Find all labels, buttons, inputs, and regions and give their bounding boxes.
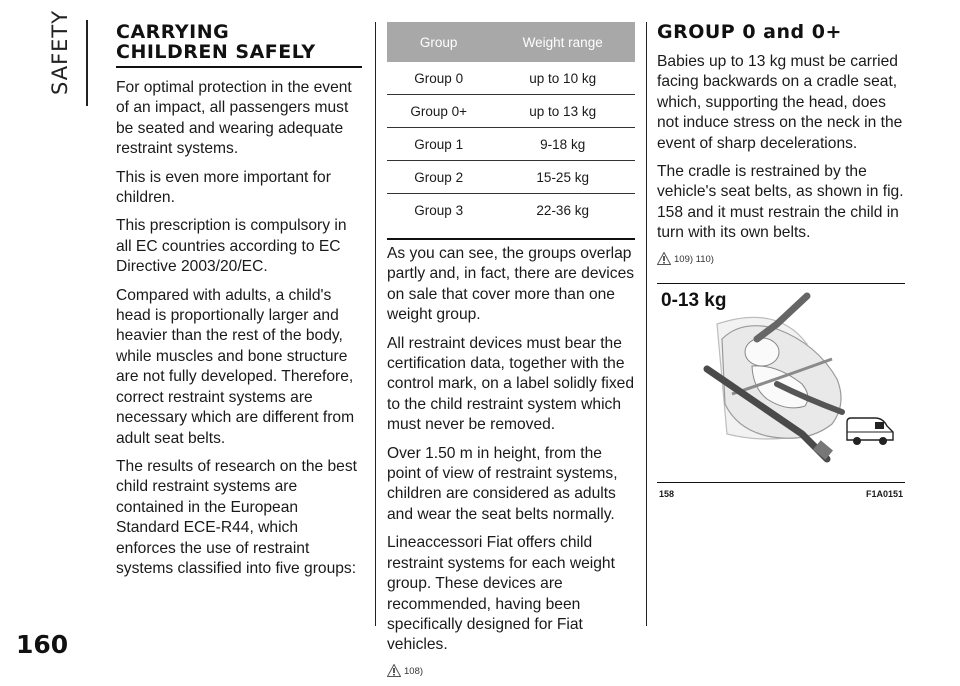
paragraph: The cradle is restrained by the vehicle's seat belts, as shown in fig. 158 and it must restrain the child in turn with its own belts. <box>657 163 904 242</box>
paragraph: As you can see, the groups overlap partly and, in fact, there are devices on sale that cover more than one weight group. <box>387 245 635 324</box>
baby-cradle-illustration <box>657 284 905 480</box>
section-heading <box>116 22 362 62</box>
table-cell-group: Group 0 <box>387 62 490 95</box>
heading-line-1: CARRYING <box>116 21 230 43</box>
warning-icon <box>387 664 401 677</box>
figure-code: F1A0151 <box>865 488 903 499</box>
paragraph: This prescription is compulsory in all EC countries according to EC Directive 2003/20/EC. <box>116 217 347 276</box>
figure-158 <box>657 283 905 499</box>
paragraph: Over 1.50 m in height, from the point of view of restraint systems, children are considered as adults and wear the seat belts normally. <box>387 444 618 523</box>
table-cell-weight: 15-25 kg <box>490 161 635 194</box>
warning-reference <box>387 664 635 677</box>
paragraph: Compared with adults, a child's head is proportionally larger and heavier than the rest of the body, while muscles and bone structure are not fully developed. Therefore, correct restraint systems are necessary which are different from adult seat belts. <box>116 286 355 447</box>
table-cell-group: Group 3 <box>414 202 464 218</box>
table-header-group: Group <box>387 22 490 62</box>
table-row <box>387 95 635 128</box>
table-cell-group: Group 2 <box>387 161 490 194</box>
paragraph: All restraint devices must bear the certification data, together with the control mark, on a label solidly fixed to the child restraint system which must never be removed. <box>387 334 635 434</box>
table-cell-weight: up to 13 kg <box>490 95 635 128</box>
page-number: 160 <box>16 630 69 659</box>
van-icon <box>847 418 893 445</box>
table-cell-weight: 9-18 kg <box>490 128 635 161</box>
table-cell-group: Group 0+ <box>387 95 490 128</box>
paragraph: The results of research on the best child restraint systems are contained in the European Standard ECE-R44, which enforces the use of restraint systems classified into five groups: <box>116 457 357 577</box>
table-row <box>387 62 635 95</box>
figure-number: 158 <box>659 488 675 499</box>
section-label: SAFETY <box>48 9 72 95</box>
warning-ref-text: 109) 110) <box>674 253 714 265</box>
column-1 <box>116 22 362 587</box>
heading-rule <box>116 66 362 68</box>
warning-icon <box>657 252 671 265</box>
weight-group-table <box>387 22 635 226</box>
table-row <box>387 194 635 227</box>
column-divider <box>646 22 647 626</box>
table-bottom-rule <box>387 238 635 240</box>
table-cell-weight: 22-36 kg <box>536 202 589 218</box>
paragraph: This is even more important for children. <box>116 168 331 207</box>
group-heading: GROUP 0 and 0+ <box>657 21 842 43</box>
table-header-row <box>387 22 635 62</box>
paragraph: Lineaccessori Fiat offers child restraint systems for each weight group. These devices are recommended, having been specifically designed for Fiat vehicles. <box>387 534 615 654</box>
table-cell-weight: up to 10 kg <box>490 62 635 95</box>
warning-reference <box>657 252 905 265</box>
column-3 <box>657 21 905 499</box>
table-cell-group: Group 1 <box>387 128 490 161</box>
figure-weight-label: 0-13 kg <box>661 289 727 311</box>
section-divider <box>86 20 88 106</box>
table-row <box>387 161 635 194</box>
table-header-weight: Weight range <box>490 22 635 62</box>
heading-line-2: CHILDREN SAFELY <box>116 41 316 63</box>
paragraph: For optimal protection in the event of an impact, all passengers must be seated and wearing adequate restraint systems. <box>116 79 352 158</box>
warning-ref-text: 108) <box>404 665 424 677</box>
table-row <box>387 128 635 161</box>
column-divider <box>375 22 376 626</box>
column-2 <box>387 22 635 677</box>
paragraph: Babies up to 13 kg must be carried facing backwards on a cradle seat, which, supporting the head, does not induce stress on the neck in the event of sharp decelerations. <box>657 53 903 152</box>
